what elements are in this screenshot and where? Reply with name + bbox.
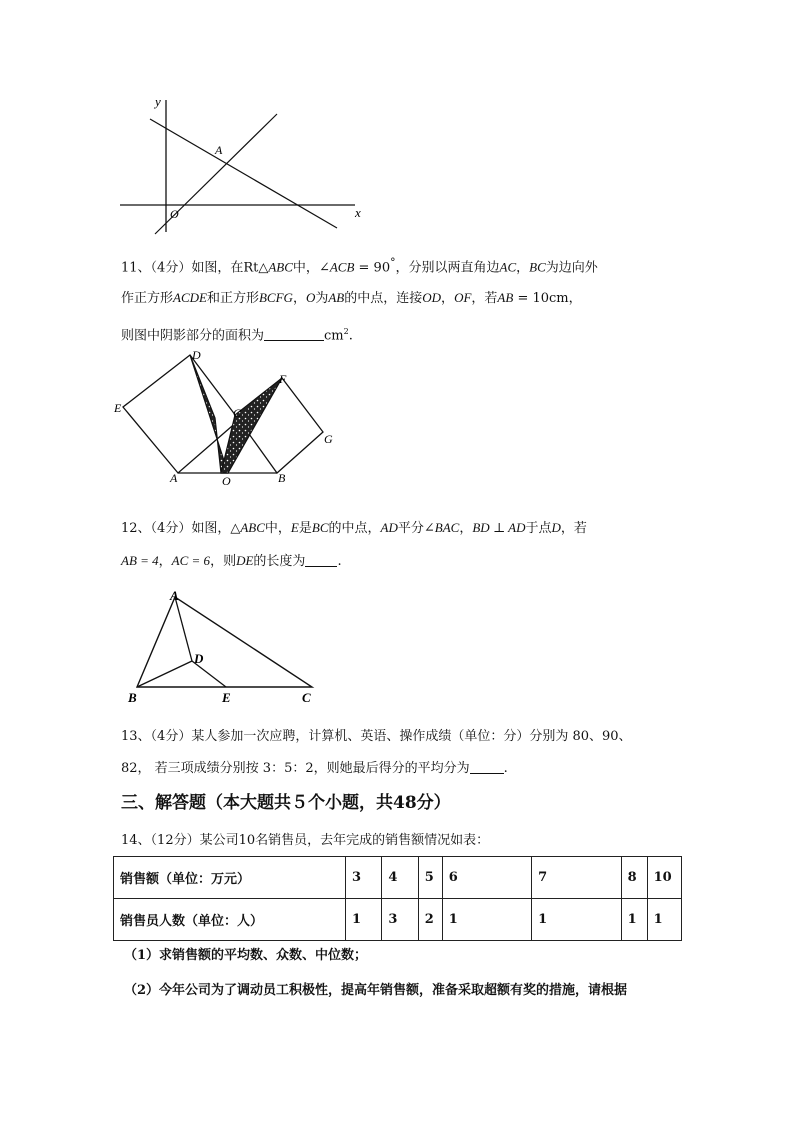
table-cell: 2 bbox=[418, 899, 442, 941]
label-D: D bbox=[192, 348, 201, 362]
table-cell: 5 bbox=[418, 857, 442, 899]
table-row-sales bbox=[114, 857, 682, 899]
triangle-ABC bbox=[137, 597, 312, 687]
label-D: D bbox=[194, 651, 204, 666]
q11-line2: 作正方形ACDE和正方形BCFG，O为AB的中点，连接OD，OF，若AB = 10cm， bbox=[121, 290, 582, 306]
answer-blank[interactable] bbox=[264, 328, 324, 341]
table-cell: 7 bbox=[532, 857, 621, 899]
label-O: O bbox=[222, 474, 231, 488]
table-cell: 10 bbox=[647, 857, 681, 899]
table-row-people bbox=[114, 899, 682, 941]
coordinate-graph-figure bbox=[115, 92, 370, 237]
segment-BD bbox=[137, 661, 192, 687]
table-cell: 1 bbox=[647, 899, 681, 941]
label-C: C bbox=[233, 406, 242, 420]
sales-table bbox=[113, 856, 682, 941]
answer-blank[interactable] bbox=[305, 554, 337, 567]
label-C: C bbox=[302, 690, 311, 705]
q14-sub1: （1）求销售额的平均数、众数、中位数； bbox=[124, 948, 368, 963]
triangle-figure bbox=[122, 585, 322, 710]
table-cell: 6 bbox=[442, 857, 531, 899]
table-cell: 4 bbox=[382, 857, 418, 899]
table-cell: 1 bbox=[442, 899, 531, 941]
q13-line2: 82， 若三项成绩分别按 3：5：2，则她最后得分的平均分为 . bbox=[121, 761, 508, 776]
origin-label: O bbox=[170, 207, 179, 221]
label-G: G bbox=[324, 432, 333, 446]
label-A: A bbox=[170, 471, 178, 485]
table-cell: 1 bbox=[345, 899, 381, 941]
point-A-label: A bbox=[215, 143, 223, 157]
q12-line1: 12、（4分）如图，△ABC中，E是BC的中点，AD平分∠BAC，BD ⊥ AD于点D，若 bbox=[121, 520, 587, 536]
x-axis-label: x bbox=[355, 205, 361, 220]
section-heading: 三、解答题（本大题共５个小题，共48分） bbox=[121, 793, 451, 813]
q14-intro: 14、（12分）某公司10名销售员，去年完成的销售额情况如表： bbox=[121, 833, 490, 848]
table-cell: 1 bbox=[532, 899, 621, 941]
squares-figure bbox=[112, 345, 342, 490]
q14-sub2: （2）今年公司为了调动员工积极性，提高年销售额，准备采取超额有奖的措施，请根据 bbox=[124, 983, 628, 998]
label-B: B bbox=[128, 690, 137, 705]
q11-line3: 则图中阴影部分的面积为 $cm^2$. bbox=[121, 327, 353, 344]
label-E: E bbox=[222, 690, 231, 705]
label-E: E bbox=[114, 401, 122, 415]
table-cell: 8 bbox=[621, 857, 647, 899]
q11-line1: 11、（4分）如图，在Rt△ABC中，∠ACB = 90°，分别以两直角边AC，BC为边向外 bbox=[121, 256, 598, 276]
label-B: B bbox=[278, 471, 286, 485]
table-cell: 3 bbox=[345, 857, 381, 899]
table-cell-label: 销售员人数（单位：人） bbox=[114, 899, 346, 941]
table-cell: 3 bbox=[382, 899, 418, 941]
label-A: A bbox=[170, 588, 179, 603]
shaded-region-OD bbox=[190, 355, 228, 473]
table-cell-label: 销售额（单位：万元） bbox=[114, 857, 346, 899]
y-axis-label: y bbox=[155, 94, 161, 109]
table-cell: 1 bbox=[621, 899, 647, 941]
q13-line1: 13、（4分）某人参加一次应聘，计算机、英语、操作成绩（单位：分）分别为 80、90、 bbox=[121, 729, 632, 744]
label-F: F bbox=[279, 372, 287, 386]
answer-blank[interactable] bbox=[470, 761, 504, 774]
q12-line2: AB = 4，AC = 6，则DE的长度为 . bbox=[121, 553, 342, 569]
shaded-region-OF bbox=[221, 378, 282, 473]
